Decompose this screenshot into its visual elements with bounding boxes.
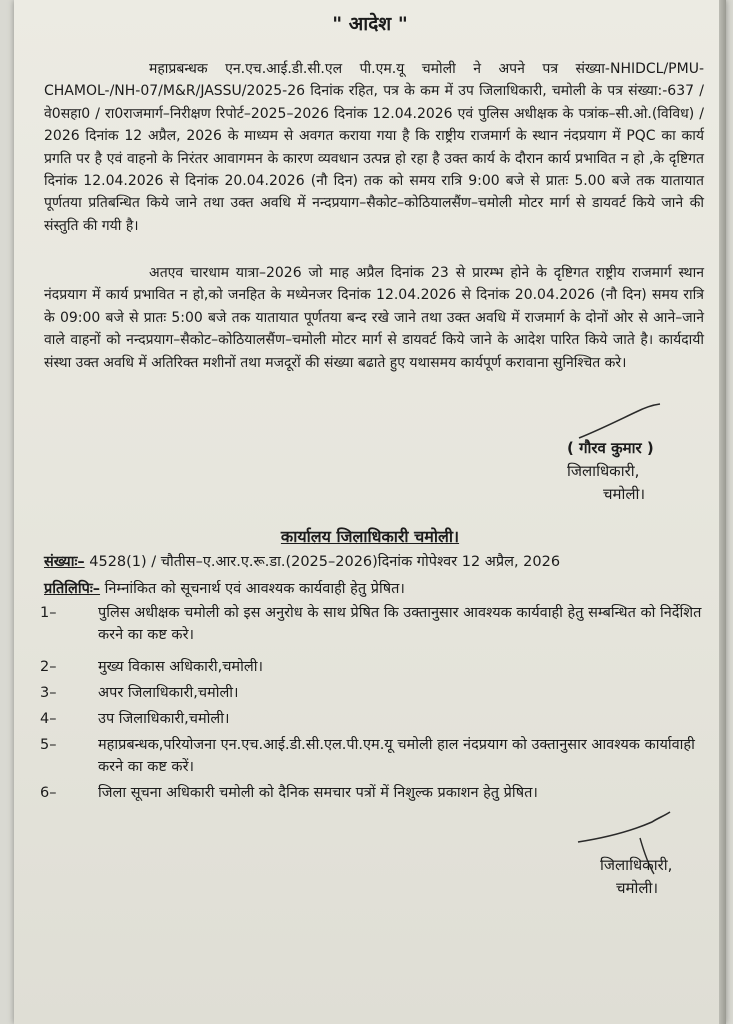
list-item-text: मुख्य विकास अधिकारी,चमोली। [98, 659, 263, 675]
signatory-designation: जिलाधिकारी, [567, 462, 640, 480]
list-item-number: 3– [40, 685, 57, 701]
reference-line [44, 551, 714, 571]
signatory-name: ( गौरव कुमार ) [567, 439, 654, 457]
list-item-number: 5– [40, 737, 57, 753]
signatory-block-1 [567, 437, 654, 506]
list-item-number: 4– [40, 711, 57, 727]
list-item-text: महाप्रबन्धक,परियोजना एन.एच.आई.डी.सी.एल.पी.एम.यू चमोली हाल नंदप्रयाग को उक्तानुसार आवश्यक कार्यावाही करने का कष्ट करें। [98, 737, 695, 775]
signatory-designation: जिलाधिकारी, [600, 856, 673, 874]
office-heading [14, 525, 726, 547]
list-item-number: 2– [40, 659, 57, 675]
copy-line [44, 578, 714, 598]
list-item-number: 6– [40, 785, 57, 801]
copy-label: प्रतिलिपिः– [44, 581, 101, 597]
document-page [14, 0, 726, 1024]
order-title: " आदेश " [332, 13, 408, 35]
copy-text: निम्नांकित को सूचनार्थ एवं आवश्यक कार्यवाही हेतु प्रेषित। [100, 581, 405, 597]
signature-mark-1 [574, 402, 664, 442]
office-heading-text: कार्यालय जिलाधिकारी चमोली। [280, 527, 460, 546]
list-item-number: 1– [40, 605, 57, 621]
reference-label: संख्याः– [44, 554, 85, 570]
reference-text: 4528(1) / चौतीस–ए.आर.ए.रू.डा.(2025–2026)दिनांक गोपेश्वर 12 अप्रैल, 2026 [84, 554, 561, 570]
paragraph-background: महाप्रबन्धक एन.एच.आई.डी.सी.एल पी.एम.यू चमोली ने अपने पत्र संख्या-NHIDCL/PMU-CHAMOL-/NH-07/M&R/JASSU/2025-26 दिनांक रहित, पत्र के कम में उप जिलाधिकारी, चमोली के पत्र संख्या:-637 / वे0सहा0 / रा0राजमार्ग–निरीक्षण रिपोर्ट–2025–2026 दिनांक 12.04.2026 एवं पुलिस अधीक्षक के पत्रांक–सी.ओ.(विविध) / 2026 दिनांक 12 अप्रैल, 2026 के माध्यम से अवगत कराया गया है कि राष्ट्रीय राजमार्ग के स्थान नंदप्रयाग में PQC का कार्य प्रगति पर है एवं वाहनो के निरंतर आवागमन के कारण व्यवधान उत्पन्न हो रहा है उक्त कार्य के दौरान कार्य प्रभावित न हो ,के दृष्टिगत दिनांक 12.04.2026 से दिनांक 20.04.2026 (नौ दिन) तक को समय रात्रि 9:00 बजे से प्रातः 5.00 बजे तक यातायात पूर्णतया प्रतिबन्धित किये जाने तथा उक्त अवधि में नन्दप्रयाग–सैकोट–कोठियालसैंण–चमोली मोटर मार्ग से डायवर्ट किये जाने की संस्तुति की गयी है। [44, 61, 704, 234]
signatory-block-2 [600, 854, 672, 900]
list-item-text: उप जिलाधिकारी,चमोली। [98, 711, 230, 727]
paragraph-order: अतएव चारधाम यात्रा–2026 जो माह अप्रैल दिनांक 23 से प्रारम्भ होने के दृष्टिगत राष्ट्रीय राजमार्ग स्थान नंदप्रयाग में कार्य प्रभावित न हो,को जनहित के मध्येनजर दिनांक 12.04.2026 से दिनांक 20.04.2026 (नौ दिन) समय रात्रि के 09:00 बजे से प्रातः 5:00 बजे तक यातायात पूर्णतया बन्द रखे जाने तथा उक्त अवधि में राजमार्ग के दोनों ओर से आने–जाने वाले वाहनों को नन्दप्रयाग–सैकोट–कोठियालसैंण–चमोली मोटर मार्ग से डायवर्ट किये जाने के आदेश पारित किये जाते है। कार्यदायी संस्था उक्त अवधि में अतिरिक्त मशीनों तथा मजदूरों की संख्या बढाते हुए यथासमय कार्यपूर्ण करावाना सुनिश्चित करे। [44, 265, 704, 371]
page-edge-shadow [719, 0, 726, 1024]
list-item-text: पुलिस अधीक्षक चमोली को इस अनुरोध के साथ प्रेषित कि उक्तानुसार आवश्यक कार्यवाही हेतु सम्बन्धित को निर्देशित करने का कष्ट करे। [98, 605, 702, 643]
list-item-text: अपर जिलाधिकारी,चमोली। [98, 685, 239, 701]
signatory-place: चमोली। [603, 485, 646, 503]
signatory-place: चमोली। [616, 879, 659, 897]
list-item-text: जिला सूचना अधिकारी चमोली को दैनिक समचार पत्रों में निशुल्क प्रकाशन हेतु प्रेषित। [98, 785, 538, 801]
